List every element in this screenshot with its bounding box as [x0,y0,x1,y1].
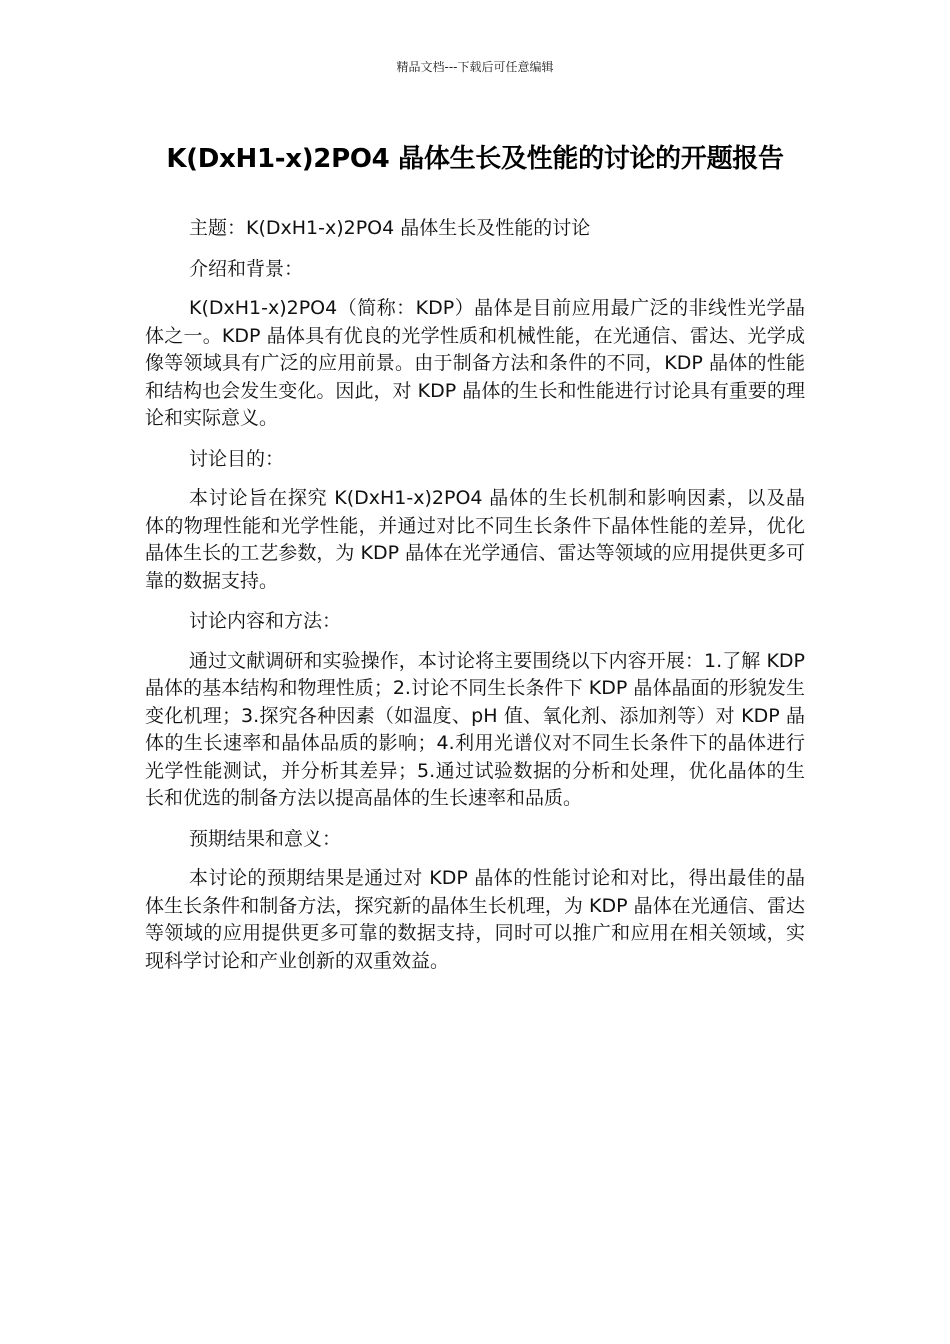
topic-line: 主题：K(DxH1-x)2PO4 晶体生长及性能的讨论 [189,217,591,239]
section-heading-purpose: 讨论目的： [189,447,285,470]
paragraph-background: K(DxH1-x)2PO4（简称：KDP）晶体是目前应用最广泛的非线性光学晶体之一。KDP 晶体具有优良的光学性质和机械性能，在光通信、雷达、光学成像等领域具有广泛的应用前景。由于制备方法和条件的不同，KDP 晶体的性能和结构也会发生变化。因此，对 KDP 晶体的生长和性能进行讨论具有重要的理论和实际意义。 [145,297,805,429]
header-note: 精品文档---下载后可任意编辑 [396,60,554,74]
paragraph-purpose: 本讨论旨在探究 K(DxH1-x)2PO4 晶体的生长机制和影响因素，以及晶体的物理性能和光学性能，并通过对比不同生长条件下晶体性能的差异，优化晶体生长的工艺参数，为 KDP 晶体在光学通信、雷达等领域的应用提供更多可靠的数据支持。 [145,487,805,592]
section-heading-results: 预期结果和意义： [189,827,342,850]
paragraph-results: 本讨论的预期结果是通过对 KDP 晶体的性能讨论和对比，得出最佳的晶体生长条件和制备方法，探究新的晶体生长机理，为 KDP 晶体在光通信、雷达等领域的应用提供更多可靠的数据支持，同时可以推广和应用在相关领域，实现科学讨论和产业创新的双重效益。 [145,867,805,972]
section-heading-methods: 讨论内容和方法： [189,610,342,632]
section-heading-background: 介绍和背景： [189,257,304,280]
paragraph-methods: 通过文献调研和实验操作，本讨论将主要围绕以下内容开展：1.了解 KDP 晶体的基本结构和物理性质；2.讨论不同生长条件下 KDP 晶体晶面的形貌发生变化机理；3.探究各种因素（如温度、pH 值、氧化剂、添加剂等）对 KDP 晶体的生长速率和晶体品质的影响；4.利用光谱仪对不同生长条件下的晶体进行光学性能测试，并分析其差异；5.通过试验数据的分析和处理，优化晶体的生长和优选的制备方法以提高晶体的生长速率和品质。 [145,649,805,809]
document-title: K(DxH1-x)2PO4 晶体生长及性能的讨论的开题报告 [166,144,784,174]
document-body [145,215,805,988]
